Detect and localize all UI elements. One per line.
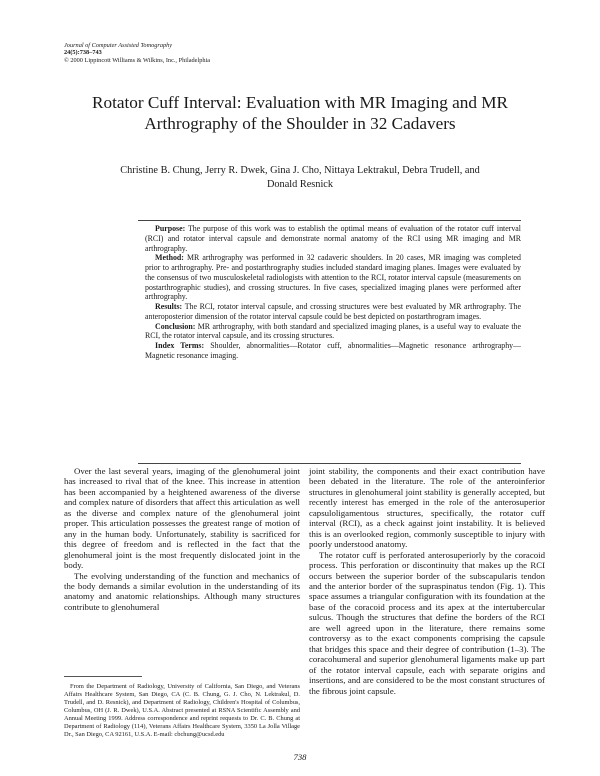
journal-name: Journal of Computer Assisted Tomography <box>64 42 173 49</box>
author-list-line-1: Christine B. Chung, Jerry R. Dwek, Gina J. Cho, Nittaya Lektrakul, Debra Trudell, and <box>120 165 480 176</box>
journal-copyright: © 2000 Lippincott Williams & Wilkins, Inc., Philadelphia <box>64 56 211 64</box>
abstract-conclusion-label: Conclusion: <box>155 321 196 331</box>
affiliation-footnote-text: From the Department of Radiology, University of California, San Diego, and Veterans Affairs Healthcare System, San Diego, CA (C. B. Chung, G. J. Cho, N. Lektrakul, D. Trudell, and D. Resnick), and Department of Radiology, Children's Hospital of Columbus, Columbus, OH (J. R. Dwek), U.S.A. Abstract presented at RSNA Scientific Assembly and Annual Meeting 1999. Address correspondence and reprint requests to Dr. C. B. Chung at Department of Radiology (114), Veterans Affairs Healthcare System, 3350 La Jolla Village Dr., San Diego, CA 92161, U.S.A. E-mail: cbchung@ucsd.edu <box>64 683 300 739</box>
abstract-results <box>145 302 521 322</box>
abstract-conclusion-text: MR arthrography, with both standard and specialized imaging planes, is a useful way to evaluate the RCI, the rotator interval capsule, and its crossing structures. <box>145 321 521 341</box>
journal-volume-pages: 24(5):738–743 <box>64 49 102 57</box>
abstract-method-label: Method: <box>155 253 184 263</box>
footnote-divider <box>64 676 142 677</box>
abstract-method-text: MR arthrography was performed in 32 cadaveric shoulders. In 20 cases, MR imaging was completed prior to arthrography. Pre- and postarthrography studies included standard imaging planes. Images were evaluated by the consensus of two musculoskeletal radiologists with attention to the RCI, rotator interval capsule (measurements on postarthrographic studies), and crossing structures. In five cases, specialized imaging planes were performed after arthrography. <box>145 253 521 302</box>
abstract <box>145 224 521 361</box>
abstract-purpose-label: Purpose: <box>155 224 186 233</box>
body-paragraph: The evolving understanding of the function and mechanics of the body demands a similar evolution in the understanding of its anatomy and anatomic relationships. Although many structures contribute to glenohumeral <box>64 570 300 612</box>
abstract-method <box>145 253 521 302</box>
article-title <box>40 92 560 134</box>
body-paragraph: Over the last several years, imaging of the glenohumeral joint has increased to rival that of the knee. This increase in attention has been accompanied by a heightened awareness of the diverse and complex nature of disorders that affect this articulation as well as the diverse and complex nature of the glenohumeral joint proper. This articulation possesses the greatest range of motion of any in the human body. Unfortunately, stability is sacrificed for this degree of freedom and is reflected in the fact that the glenohumeral joint is the most frequently dislocated joint in the body. <box>64 466 300 571</box>
body-column-right <box>309 466 545 696</box>
abstract-purpose <box>145 224 521 253</box>
author-list-line-2: Donald Resnick <box>266 178 334 190</box>
abstract-index-terms-label: Index Terms: <box>155 341 205 350</box>
article-title-line-1: Rotator Cuff Interval: Evaluation with MR Imaging and MR <box>92 93 508 112</box>
abstract-results-text: The RCI, rotator interval capsule, and crossing structures were best evaluated by MR arthrography. The anteroposterior dimension of the rotator interval capsule could be best depicted on postarthrogram images. <box>145 302 521 321</box>
body-paragraph: joint stability, the components and their exact contribution have been debated in the literature. The role of the anteroinferior structures in glenohumeral joint stability is generally accepted, but recently interest has emerged in the role of the anterosuperior capsuloligamentous structures, specifically, the rotator cuff interval (RCI), as a check against joint instability. It is believed this is an overlooked region, commonly susceptible to injury with poorly understood anatomy. <box>309 466 545 550</box>
abstract-results-label: Results: <box>155 302 183 311</box>
body-column-left <box>64 466 300 612</box>
affiliation-footnote <box>64 683 300 739</box>
abstract-index-terms <box>145 341 521 361</box>
author-list <box>60 164 540 191</box>
journal-header <box>64 42 210 64</box>
article-title-line-2: Arthrography of the Shoulder in 32 Cadavers <box>144 114 456 133</box>
abstract-index-terms-text: Shoulder, abnormalities—Rotator cuff, abnormalities—Magnetic resonance arthrography—Magnetic resonance imaging. <box>145 341 521 360</box>
abstract-conclusion <box>145 322 521 342</box>
page-number: 738 <box>293 752 307 762</box>
abstract-purpose-text: The purpose of this work was to establish the optimal means of evaluation of the rotator cuff interval (RCI) and rotator interval capsule and demonstrate normal anatomy of the RCI using MR imaging and MR arthrography. <box>145 224 521 253</box>
body-paragraph: The rotator cuff is perforated anterosuperiorly by the coracoid process. This perforation or discontinuity that makes up the RCI occurs between the superior border of the subscapularis tendon and the anterior border of the supraspinatus tendon (Fig. 1). This space assumes a triangular configuration with its foundation at the base of the coracoid process and its apex at the intertubercular sulcus. Though the structures that define the borders of the RCI are well agreed upon in the literature, there remains some controversy as to the exact components comprising the capsule that bridges this space and their degree of contribution (1–3). The coracohumeral and superior glenohumeral ligaments make up part of the rotator interval capsule, each with separate origins and insertions, and are considered to be the most constant structures of the fibrous joint capsule. <box>309 549 545 696</box>
